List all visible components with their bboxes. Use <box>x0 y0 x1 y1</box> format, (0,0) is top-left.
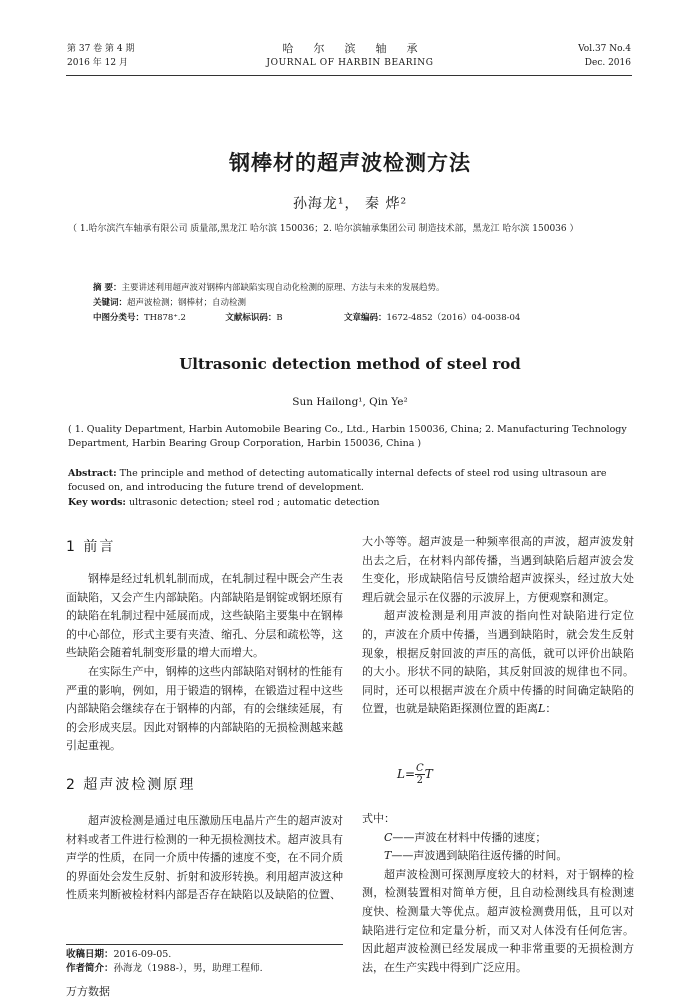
date-cn: 2016 年 12 月 <box>67 58 128 68</box>
abstract-en <box>68 467 634 494</box>
classification-cn <box>93 311 633 325</box>
formula-lhs: L= <box>397 767 416 781</box>
formula-numerator: C <box>416 763 424 774</box>
received-date <box>66 948 343 962</box>
section-1-paragraph-2: 在实际生产中，钢棒的这些内部缺陷对钢材的性能有严重的影响，例如，用于锻造的钢棒，在锻造过程中这些内部缺陷会继续存在于钢棒的内部，有的会继续延展，有的会形成夹层。因此对钢棒的内部缺陷的无损检测越来越引起重视。 <box>66 664 343 753</box>
keywords-en-label: Key words: <box>68 497 126 508</box>
volume-issue-en: Vol.37 No.4 <box>578 44 631 54</box>
received-label: 收稿日期： <box>66 949 114 960</box>
bio-value: 孙海龙（1988-），男，助理工程师. <box>113 963 263 974</box>
distance-variable: L <box>538 702 546 716</box>
right-paragraph-2-end: ： <box>545 702 557 716</box>
def-t-var: T <box>384 849 392 863</box>
journal-name-en: JOURNAL OF HARBIN BEARING <box>266 58 434 68</box>
footnote-rule <box>66 944 343 945</box>
header-volume-en <box>578 42 631 70</box>
abstract-cn-label: 摘 要： <box>93 283 122 293</box>
section-1-paragraph-1: 钢棒是经过轧机轧制而成，在轧制过程中既会产生表面缺陷，又会产生内部缺陷。内部缺陷是钢锭或钢坯原有的缺陷在轧制过程中延展而成，这些缺陷主要集中在钢棒的中心部位，形式主要有夹渣、缩孔、分层和疏松等，这些缺陷会随着轧制变形量的增大而增大。 <box>66 572 343 660</box>
right-paragraph-2 <box>362 607 634 719</box>
formula-fraction <box>415 763 425 786</box>
def-t-text: ——声波遇到缺陷往返传播的时间。 <box>391 849 568 863</box>
right-paragraph-1: 大小等等。超声波是一种频率很高的声波，超声波发射出去之后，在材料内部传播，当遇到缺陷后超声波会发生变化，形成缺陷信号反馈给超声波探头，经过放大处理后就会显示在仪器的示波屏上，方便观察和测定。 <box>362 535 634 604</box>
affiliation-en: ( 1. Quality Department, Harbin Automobile Bearing Co., Ltd., Harbin 150036, China; 2. Manufacturing Technology Department, Harbin Bearing Group Corporation, Harbin 150036, China ) <box>68 424 627 449</box>
right-column <box>362 533 634 719</box>
received-value: 2016-09-05. <box>113 949 172 960</box>
footnote <box>66 948 343 976</box>
right-paragraph-2-text: 超声波检测是利用声波的指向性对缺陷进行定位的，声波在介质中传播，当遇到缺陷时，就会发生反射现象，根据反射回波的声压的高低，就可以评价出缺陷的大小。形状不同的缺陷，其反射回波的规律也不同。同时，还可以根据声波在介质中传播的时间确定缺陷的位置，也就是缺陷距探测位置的距离 <box>362 609 634 716</box>
title-en: Ultrasonic detection method of steel rod <box>179 355 521 373</box>
affiliation-cn: （ 1.哈尔滨汽车轴承有限公司 质量部,黑龙江 哈尔滨 150036；2. 哈尔滨轴承集团公司 制造技术部，黑龙江 哈尔滨 150036 ） <box>68 224 579 234</box>
formula-rhs: T <box>424 767 433 781</box>
where-label: 式中： <box>362 812 395 825</box>
clc-label: 中图分类号： <box>93 313 145 323</box>
keywords-cn-text: 超声波检测；钢棒材；自动检测 <box>127 298 247 308</box>
doc-code-label: 文献标识码： <box>225 313 277 323</box>
doc-code-value: B <box>276 313 283 323</box>
left-column <box>66 536 343 905</box>
bio-label: 作者简介： <box>66 963 114 974</box>
right-paragraph-3: 超声波检测可探测厚度较大的材料，对于钢棒的检测，检测装置相对简单方便，且自动检测线具有检测速度快、检测量大等优点。超声波检测费用低，且可以对缺陷进行定位和定量分析，而又对人体没有任何危害。因此超声波检测已经发展成一种非常重要的无损检测方法，在生产实践中得到广泛应用。 <box>362 867 634 974</box>
authors-cn: 孙海龙¹， 秦 烨² <box>292 196 408 212</box>
keywords-cn-label: 关键词： <box>93 298 128 308</box>
right-column-lower <box>362 810 634 977</box>
definition-c <box>362 829 634 848</box>
author-bio <box>66 962 343 976</box>
section-2-heading: 2 超声波检测原理 <box>66 776 196 793</box>
title-cn: 钢棒材的超声波检测方法 <box>229 151 471 175</box>
watermark: 万方数据 <box>66 985 110 998</box>
def-c-text: ——声波在材料中传播的速度； <box>392 830 547 844</box>
abstract-en-label: Abstract: <box>68 468 117 479</box>
journal-name-cn: 哈尔滨轴承 <box>282 42 438 55</box>
definition-t <box>362 847 634 866</box>
section-1-heading: 1 前言 <box>66 539 116 555</box>
formula-denominator: 2 <box>416 775 424 786</box>
keywords-cn <box>93 296 633 310</box>
section-2-paragraph-1: 超声波检测是通过电压激励压电晶片产生的超声波对材料或者工件进行检测的一种无损检测技术。超声波具有声学的性质，在同一介质中传播的速度不变，在不同介质的界面处会发生反射、折射和波形转换。利用超声波这种性质来判断被检材料内部是否存在缺陷以及缺陷的位置、 <box>66 813 343 902</box>
abstract-cn-text: 主要讲述利用超声波对钢棒内部缺陷实现自动化检测的原理、方法与未来的发展趋势。 <box>121 283 445 293</box>
clc-value: TH878⁺.2 <box>144 313 186 323</box>
keywords-en <box>68 496 634 510</box>
formula <box>397 763 433 786</box>
def-c-var: C <box>384 830 393 844</box>
abstract-en-text: The principle and method of detecting automatically internal defects of steel rod using ultrasoun are focused on, and introducing the future trend of development. <box>68 468 607 493</box>
date-en: Dec. 2016 <box>584 58 631 68</box>
article-code-label: 文章编码： <box>344 313 387 323</box>
volume-issue-cn: 第 37 卷 第 4 期 <box>67 44 135 54</box>
article-code-value: 1672-4852（2016）04-0038-04 <box>386 313 521 323</box>
authors-en: Sun Hailong¹, Qin Ye² <box>292 396 408 408</box>
abstract-cn <box>93 281 633 295</box>
header-rule <box>66 75 632 76</box>
keywords-en-text: ultrasonic detection; steel rod ; automatic detection <box>128 497 380 508</box>
